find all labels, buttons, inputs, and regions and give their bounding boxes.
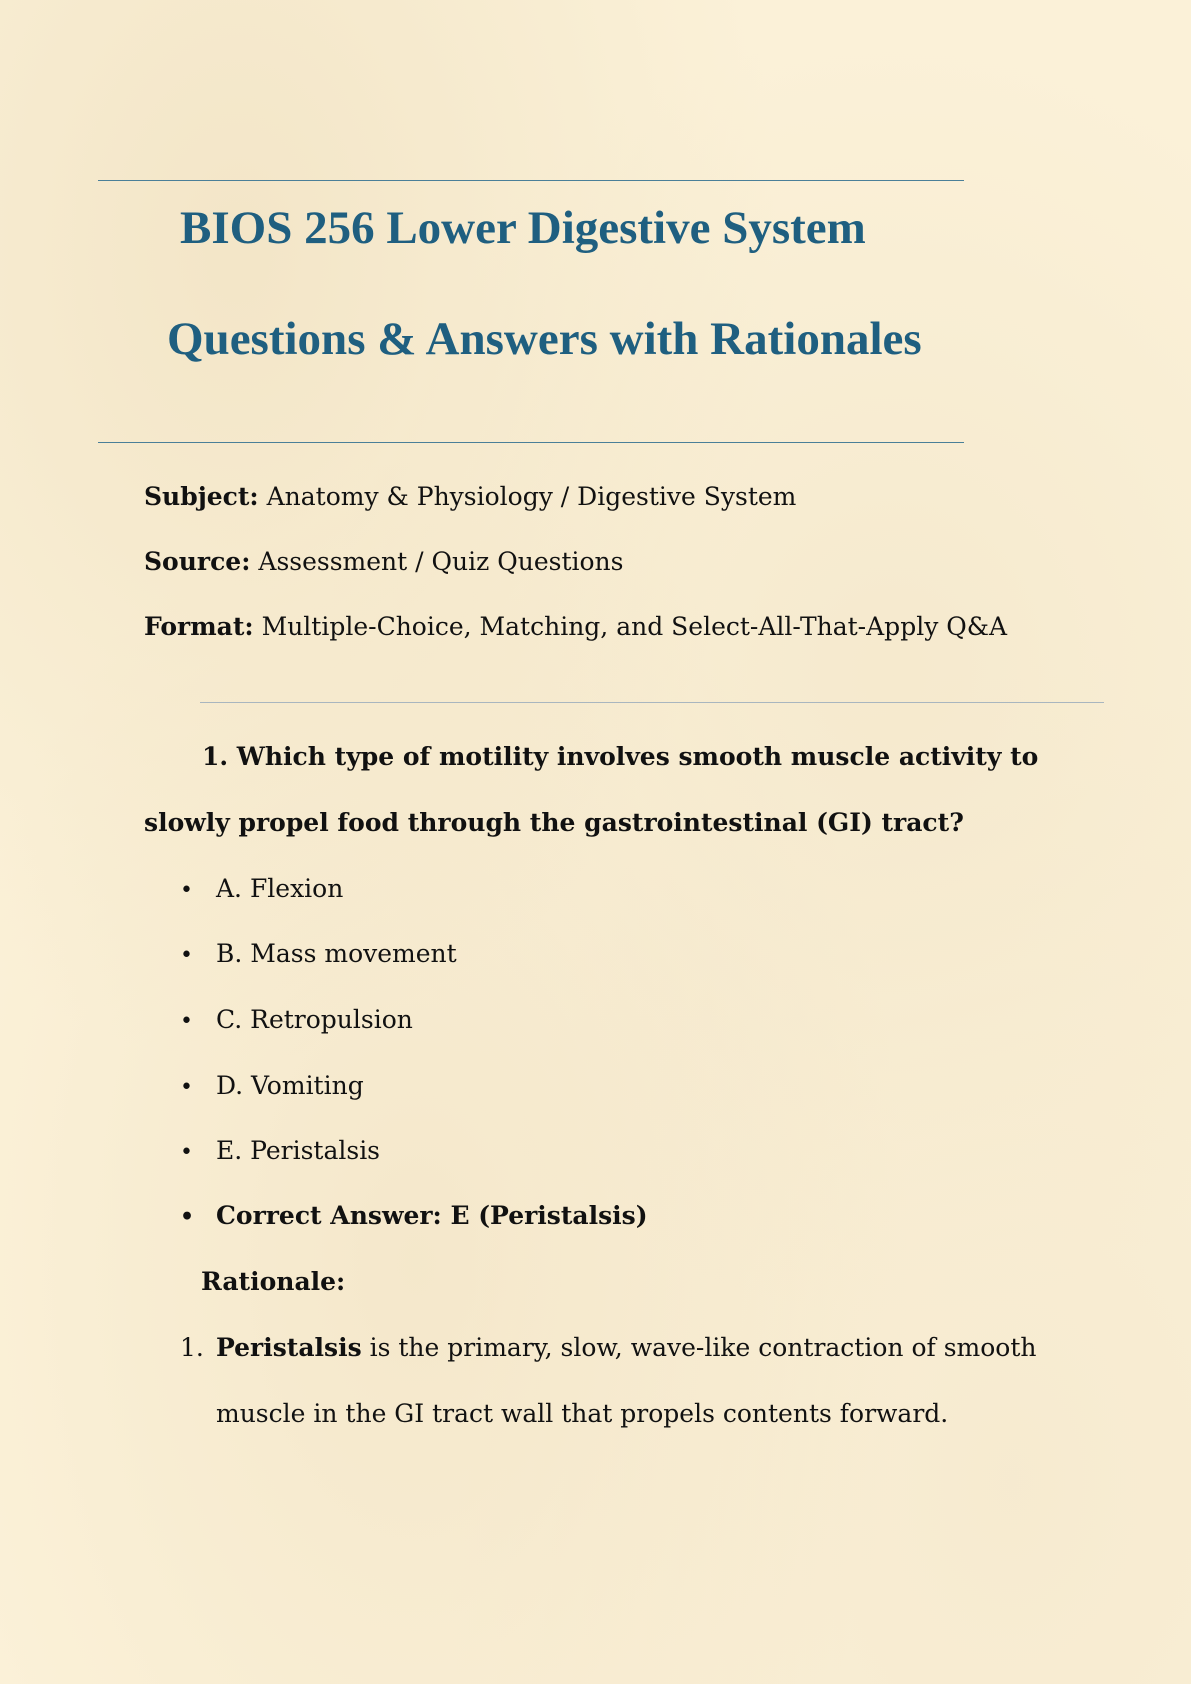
bullet-icon: • bbox=[180, 943, 193, 968]
option-b-label: B. Mass movement bbox=[216, 939, 457, 968]
bullet-icon: • bbox=[180, 878, 193, 903]
option-e-label: E. Peristalsis bbox=[216, 1136, 381, 1165]
question-1-text-line-1: 1. Which type of motility involves smooth muscle activity to bbox=[202, 742, 1039, 771]
title-bottom-divider bbox=[98, 442, 964, 443]
correct-answer-text: Correct Answer: E (Peristalsis) bbox=[216, 1201, 648, 1230]
meta-source-value: Assessment / Quiz Questions bbox=[250, 547, 624, 576]
meta-subject-label: Subject: bbox=[144, 482, 259, 511]
option-a-label: A. Flexion bbox=[216, 874, 344, 903]
title-top-divider bbox=[98, 180, 964, 181]
section-divider bbox=[200, 702, 1104, 703]
rationale-item-line-2: muscle in the GI tract wall that propels contents forward. bbox=[216, 1399, 949, 1428]
rationale-heading: Rationale: bbox=[201, 1267, 346, 1296]
rationale-item-term: Peristalsis bbox=[216, 1333, 362, 1362]
rationale-item-line-1 bbox=[216, 1333, 1036, 1362]
question-1-text-line-2: slowly propel food through the gastrointestinal (GI) tract? bbox=[144, 808, 964, 837]
document-title-line-2: Questions & Answers with Rationales bbox=[167, 313, 922, 365]
bullet-icon: • bbox=[180, 1140, 193, 1165]
bullet-icon: • bbox=[180, 1075, 193, 1100]
rationale-item-number: 1. bbox=[180, 1333, 204, 1362]
bullet-icon: • bbox=[180, 1204, 195, 1230]
option-a bbox=[180, 874, 343, 903]
option-d bbox=[180, 1071, 364, 1100]
meta-format-label: Format: bbox=[144, 612, 254, 641]
rationale-item-text: is the primary, slow, wave-like contraction of smooth bbox=[361, 1333, 1037, 1362]
option-e bbox=[180, 1136, 380, 1165]
option-c bbox=[180, 1005, 413, 1034]
meta-source-label: Source: bbox=[144, 547, 251, 576]
correct-answer bbox=[180, 1201, 648, 1230]
meta-format-value: Multiple-Choice, Matching, and Select-All-That-Apply Q&A bbox=[253, 612, 1008, 641]
meta-subject-value: Anatomy & Physiology / Digestive System bbox=[258, 482, 797, 511]
option-d-label: D. Vomiting bbox=[216, 1071, 364, 1100]
option-b bbox=[180, 939, 457, 968]
meta-source bbox=[144, 547, 623, 576]
meta-format bbox=[144, 612, 1007, 641]
document-title-line-1: BIOS 256 Lower Digestive System bbox=[180, 202, 866, 254]
option-c-label: C. Retropulsion bbox=[216, 1005, 413, 1034]
bullet-icon: • bbox=[180, 1009, 193, 1034]
meta-subject bbox=[144, 482, 796, 511]
